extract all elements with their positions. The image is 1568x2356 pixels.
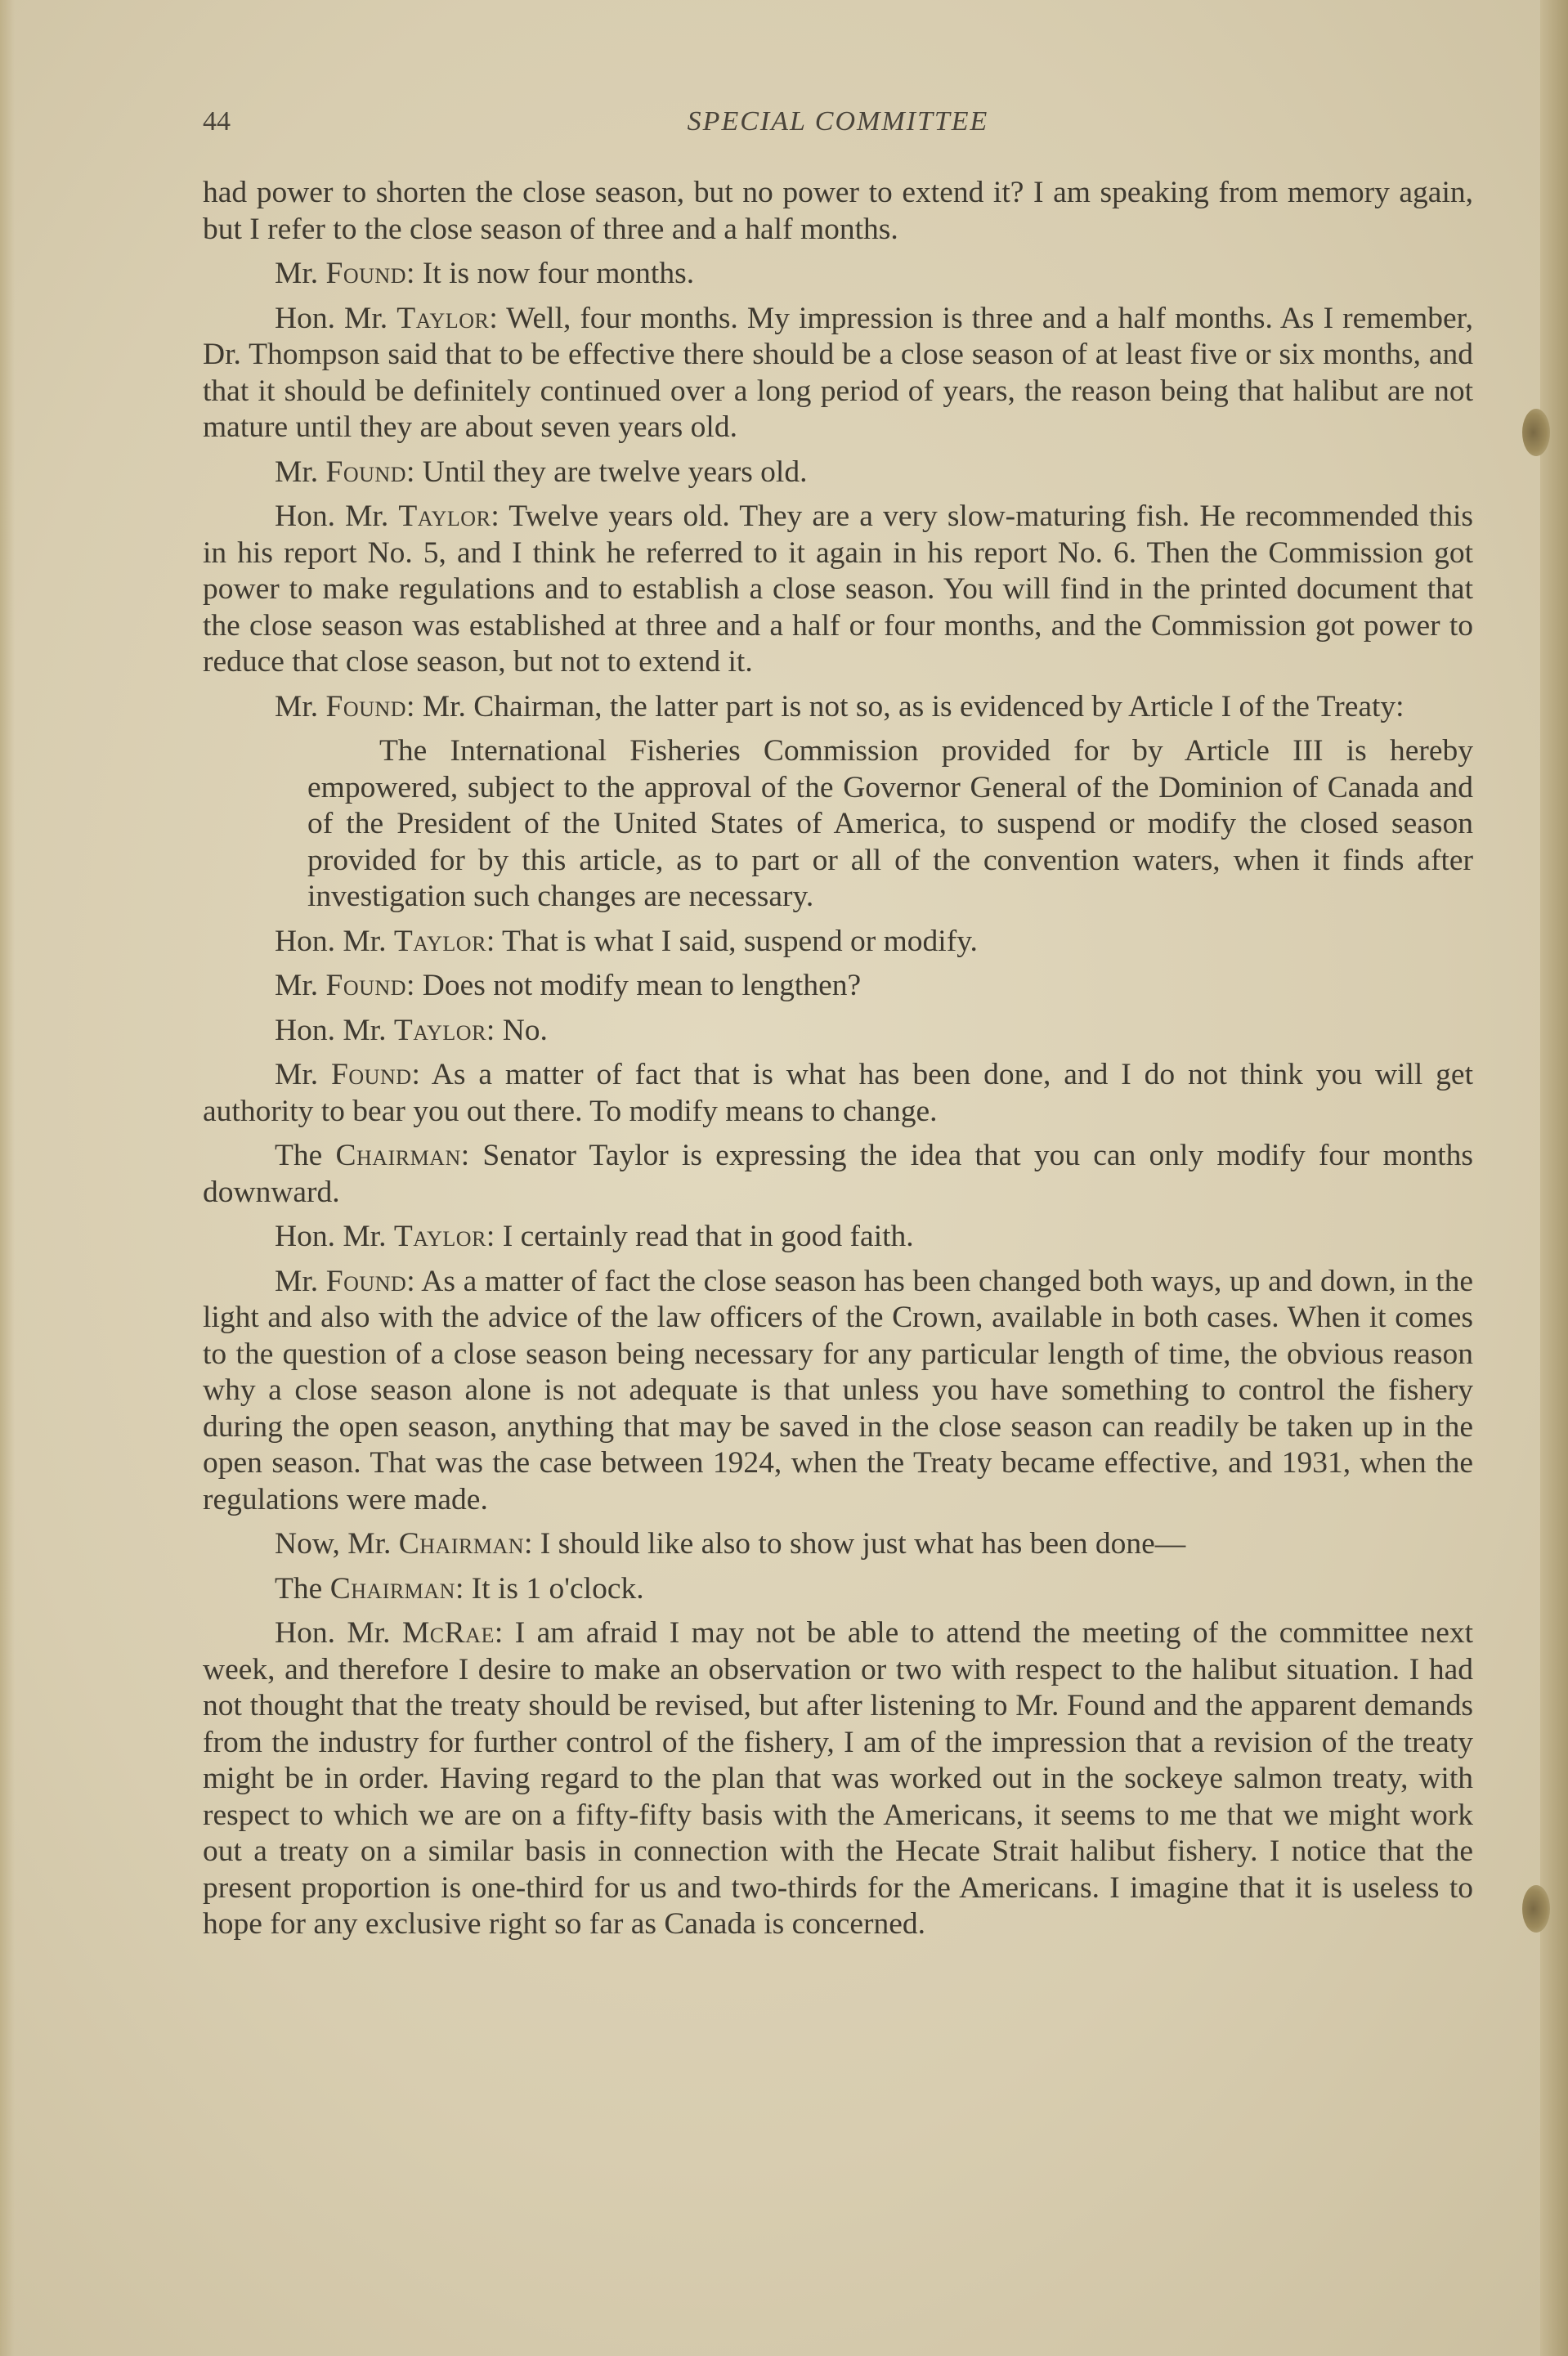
binding-hole-upper <box>1522 409 1550 456</box>
speech-text: Does not modify mean to lengthen? <box>422 969 862 1002</box>
speech-text: It is now four months. <box>422 257 695 290</box>
speech-text: Twelve years old. They are a very slow-maturing fish. He recommended this in his report No. 5, and I think he referred to it again in his report No. 6. Then the Commission got power to make regulations and to establish a close season. You will find in the printed document that the close season was established at three and a half or four months, and the Commission got power to reduce that close season, but not to extend it. <box>203 499 1473 679</box>
speech-paragraph: The Chairman: Senator Taylor is expressing the idea that you can only modify four months downward. <box>203 1139 1473 1209</box>
speech-text: As a matter of fact the close season has been changed both ways, up and down, in the light and also with the advice of the law officers of the Crown, available in both cases. When it comes to the question of a close season being necessary for any particular length of time, the obvious reason why a close season alone is not adequate is that unless you have something to control the fishery during the open season, anything that may be saved in the close season can readily be taken up in the open season. That was the case between 1924, when the Treaty became effective, and 1931, when the regulations were made. <box>203 1264 1473 1516</box>
speech-paragraph: Hon. Mr. Taylor: Well, four months. My impression is three and a half months. As I remember, Dr. Thompson said that to be effective there should be a close season of at least five or six months, and that it should be definitely continued over a long period of years, the reason being that halibut are not mature until they are about seven years old. <box>203 301 1474 444</box>
speaker-name: McRae <box>401 1616 495 1650</box>
speaker-name: Found <box>325 1264 407 1298</box>
binding-hole-lower <box>1522 1885 1550 1933</box>
speech-text: Senator Taylor is expressing the idea that you can only modify four months downward. <box>203 1139 1473 1209</box>
speech-text: I certainly read that in good faith. <box>502 1220 914 1253</box>
speaker-name: Found <box>325 969 406 1002</box>
speaker-name: Taylor <box>398 499 491 533</box>
page-header <box>203 106 1473 142</box>
speech-paragraph: Mr. Found: Does not modify mean to lengthen? <box>275 969 862 1002</box>
speech-text: Mr. Chairman, the latter part is not so, as is evidenced by Article I of the Treaty: <box>422 689 1404 723</box>
speaker-prefix: Hon. Mr. <box>275 1013 394 1047</box>
speaker-name: Taylor <box>393 924 486 958</box>
speech-text: That is what I said, suspend or modify. <box>502 924 978 958</box>
speech-paragraph: Mr. Found: Mr. Chairman, the latter part is not so, as is evidenced by Article I of the Treaty: <box>275 689 1404 723</box>
speaker-name: Taylor <box>393 1013 486 1047</box>
speaker-prefix: Mr. <box>275 1058 332 1091</box>
speech-paragraph: Hon. Mr. Taylor: I certainly read that in good faith. <box>275 1220 914 1253</box>
speech-paragraph: Hon. Mr. Taylor: Twelve years old. They are a very slow-maturing fish. He recommended this in his report No. 5, and I think he referred to it again in his report No. 6. Then the Commission got power to make regulations and to establish a close season. You will find in the printed document that the close season was established at three and a half or four months, and the Commission got power to reduce that close season, but not to extend it. <box>203 499 1473 679</box>
speech-paragraph: Hon. Mr. Taylor: No. <box>275 1013 548 1047</box>
speaker-prefix: Hon. Mr. <box>275 301 397 335</box>
speech-text: I should like also to show just what has been done— <box>540 1527 1186 1561</box>
speech-text: It is 1 o'clock. <box>471 1571 644 1606</box>
running-head: SPECIAL COMMITTEE <box>687 106 989 137</box>
speaker-prefix: Mr. <box>275 257 326 290</box>
speech-text: I am afraid I may not be able to attend the meeting of the committee next week, and therefore I desire to make an observation or two with respect to the halibut situation. I had not thought that the treaty should be revised, but after listening to Mr. Found and the apparent demands from the industry for further control of the fishery, I am of the impression that a revision of the treaty might be in order. Having regard to the plan that was worked out in the sockeye salmon treaty, with respect to which we are on a fifty-fifty basis with the Americans, it seems to me that we might work out a treaty on a similar basis in connection with the Hecate Strait halibut fishery. I notice that the present proportion is one-third for us and two-thirds for the Americans. I imagine that it is useless to hope for any exclusive right so far as Canada is concerned. <box>203 1616 1474 1941</box>
speaker-name: Taylor <box>396 301 490 335</box>
speech-text: As a matter of fact that is what has been done, and I do not think you will get authority to bear you out there. To modify means to change. <box>203 1058 1473 1128</box>
speaker-prefix: Hon. Mr. <box>275 1220 394 1253</box>
speech-paragraph: Now, Mr. Chairman: I should like also to show just what has been done— <box>275 1527 1186 1561</box>
speech-text: No. <box>502 1013 548 1047</box>
paragraph-text: had power to shorten the close season, but no power to extend it? I am speaking from memory again, but I refer to the close season of three and a half months. <box>203 176 1473 246</box>
speaker-prefix: Now, Mr. <box>275 1527 399 1561</box>
speech-text: Until they are twelve years old. <box>422 455 808 489</box>
speaker-prefix: The <box>275 1139 336 1172</box>
continued-paragraph <box>203 175 1473 248</box>
speech-paragraph: Hon. Mr. Taylor: That is what I said, suspend or modify. <box>275 924 978 958</box>
paragraph-text: The International Fisheries Commission provided for by Article III is hereby empowered, subject to the approval of the Governor General of the Dominion of Canada and of the President of the United States of America, to suspend or modify the closed season provided for by this article, as to part or all of the convention waters, when it finds after investigation such changes are necessary. <box>307 734 1473 913</box>
speaker-name: Chairman <box>398 1527 524 1561</box>
speech-paragraph: Hon. Mr. McRae: I am afraid I may not be able to attend the meeting of the committee next week, and therefore I desire to make an observation or two with respect to the halibut situation. I had not thought that the treaty should be revised, but after listening to Mr. Found and the apparent demands from the industry for further control of the fishery, I am of the impression that a revision of the treaty might be in order. Having regard to the plan that was worked out in the sockeye salmon treaty, with respect to which we are on a fifty-fifty basis with the Americans, it seems to me that we might work out a treaty on a similar basis in connection with the Hecate Strait halibut fishery. I notice that the present proportion is one-third for us and two-thirds for the Americans. I imagine that it is useless to hope for any exclusive right so far as Canada is concerned. <box>203 1616 1474 1941</box>
quoted-treaty-article <box>203 733 1473 916</box>
speech-paragraph: The Chairman: It is 1 o'clock. <box>275 1571 644 1606</box>
speech-paragraph: Mr. Found: As a matter of fact that is what has been done, and I do not think you will get authority to bear you out there. To modify means to change. <box>203 1058 1473 1128</box>
speaker-name: Found <box>325 455 406 489</box>
speaker-name: Found <box>331 1058 412 1091</box>
transcript-body <box>203 175 1473 1951</box>
speaker-prefix: Mr. <box>275 1264 326 1298</box>
speech-paragraph: Mr. Found: As a matter of fact the close season has been changed both ways, up and down, in the light and also with the advice of the law officers of the Crown, available in both cases. When it comes to the question of a close season being necessary for any particular length of time, the obvious reason why a close season alone is not adequate is that unless you have something to control the fishery during the open season, anything that may be saved in the close season can readily be taken up in the open season. That was the case between 1924, when the Treaty became effective, and 1931, when the regulations were made. <box>203 1264 1473 1516</box>
speaker-prefix: The <box>275 1571 330 1606</box>
speaker-prefix: Hon. Mr. <box>275 499 399 533</box>
speaker-prefix: Mr. <box>275 689 326 723</box>
speaker-name: Found <box>325 689 406 723</box>
speech-paragraph: Mr. Found: Until they are twelve years old. <box>275 455 808 489</box>
page-right-edge <box>1540 0 1568 2356</box>
speaker-name: Taylor <box>393 1220 486 1253</box>
speaker-prefix: Mr. <box>275 455 326 489</box>
speaker-name: Chairman <box>329 1571 455 1606</box>
speech-text: Well, four months. My impression is three and a half months. As I remember, Dr. Thompson said that to be effective there should be a close season of at least five or six months, and that it should be definitely continued over a long period of years, the reason being that halibut are not mature until they are about seven years old. <box>203 301 1474 444</box>
speaker-prefix: Hon. Mr. <box>275 1616 402 1650</box>
speaker-name: Found <box>325 257 406 290</box>
page-left-edge <box>0 0 15 2356</box>
speaker-prefix: Mr. <box>275 969 326 1002</box>
page-number: 44 <box>203 106 231 137</box>
speech-paragraph: Mr. Found: It is now four months. <box>275 257 695 290</box>
speaker-name: Chairman <box>335 1139 461 1172</box>
speaker-prefix: Hon. Mr. <box>275 924 394 958</box>
